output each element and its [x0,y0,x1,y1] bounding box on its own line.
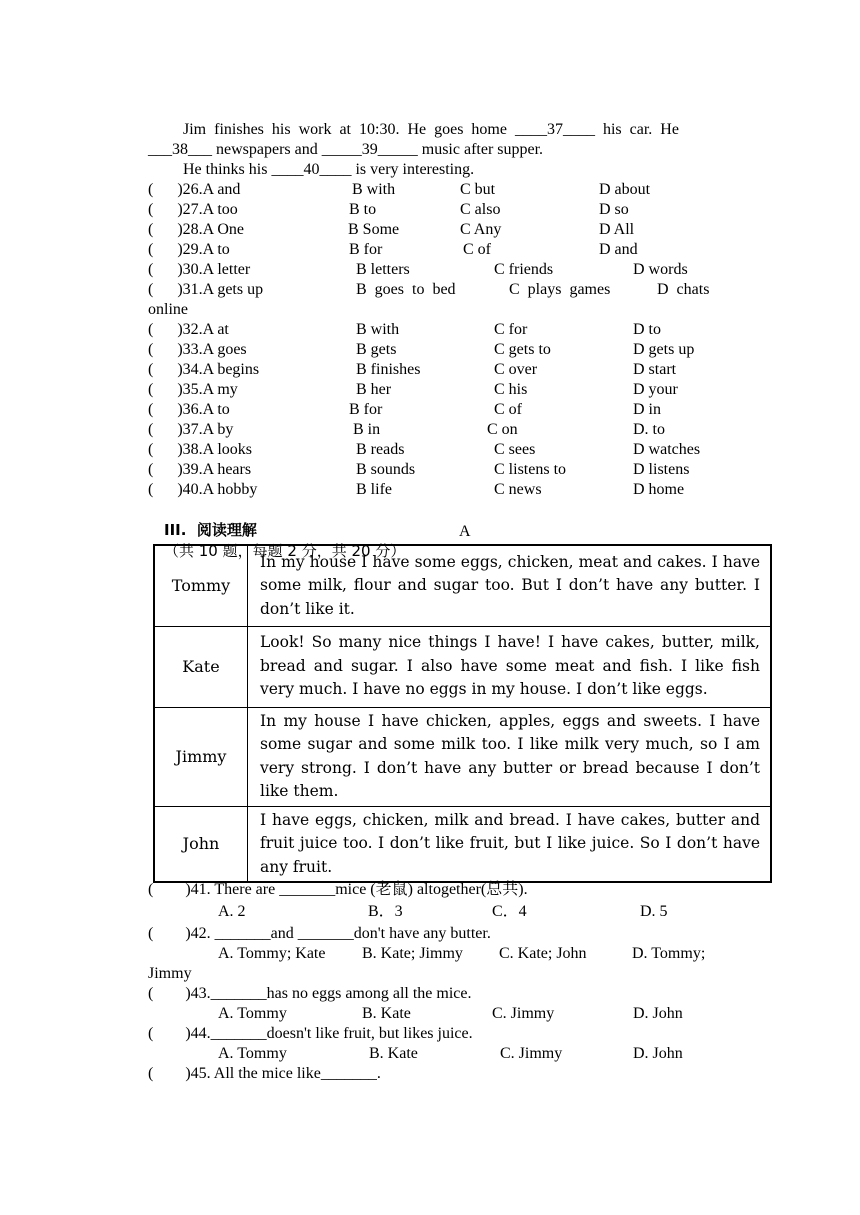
cloze-q39-c: C listens to [494,461,567,478]
cloze-q38-b: B reads [356,441,405,458]
cloze-q39: ( )39.A hears [148,461,252,478]
cloze-q28-c: C Any [460,221,502,238]
q41-option-d: D. 5 [640,903,668,920]
cloze-q31-c: C plays games [509,281,611,298]
cloze-q38-c: C sees [494,441,536,458]
cloze-q31: ( )31.A gets up [148,281,264,298]
mouse-description: I have eggs, chicken, milk and bread. I have cakes, butter and fruit juice too. I don’t like fruit, but I like juice. So I don’t have any fruit. [248,806,772,882]
cloze-q34-d: D start [633,361,677,378]
cloze-q31-wrap: online [148,301,188,318]
passage-line-1: Jim finishes his work at 10:30. He goes home ____37____ his car. He [183,121,679,138]
cloze-q31-d: D chats [657,281,710,298]
cloze-q40-d: D home [633,481,685,498]
cloze-q27-d: D so [599,201,629,218]
question-43: ( )43._______has no eggs among all the mice. [148,985,472,1002]
cloze-q37-c: C on [487,421,518,438]
passage-line-3: He thinks his ____40____ is very interesting. [183,161,475,178]
q42-option-a: A. Tommy; Kate [218,945,326,962]
cloze-q32-d: D to [633,321,661,338]
mouse-description: In my house I have chicken, apples, eggs and sweets. I have some sugar and some milk too. I like milk very much, so I am very strong. I don’t have any butter or bread because I don’t like them. [248,707,772,806]
cloze-q39-b: B sounds [356,461,416,478]
cloze-q34-b: B finishes [356,361,421,378]
q42-option-c: C. Kate; John [499,945,587,962]
cloze-q39-d: D listens [633,461,690,478]
cloze-q40: ( )40.A hobby [148,481,258,498]
passage-label: A [459,523,471,540]
cloze-q26-d: D about [599,181,651,198]
cloze-q34: ( )34.A begins [148,361,260,378]
question-45: ( )45. All the mice like_______. [148,1065,381,1082]
cloze-q40-b: B life [356,481,392,498]
cloze-q38-d: D watches [633,441,701,458]
cloze-q34-c: C over [494,361,538,378]
cloze-q33-c: C gets to [494,341,551,358]
question-42: ( )42. _______and _______don't have any butter. [148,925,491,942]
table-row [154,626,771,707]
cloze-q36-b: B for [349,401,383,418]
mouse-description: Look! So many nice things I have! I have cakes, butter, milk, bread and sugar. I also have some meat and fish. I like fish very much. I have no eggs in my house. I don’t like eggs. [248,626,772,707]
cloze-q35-b: B her [356,381,392,398]
cloze-q33: ( )33.A goes [148,341,247,358]
q43-option-b: B. Kate [362,1005,411,1022]
cloze-q33-d: D gets up [633,341,695,358]
cloze-q37-b: B in [353,421,381,438]
mouse-description: In my house I have some eggs, chicken, meat and cakes. I have some milk, flour and sugar too. But I don’t have any butter. I don’t like it. [248,545,772,626]
cloze-q28-b: B Some [348,221,400,238]
cloze-q35: ( )35.A my [148,381,238,398]
cloze-q31-b: B goes to bed [356,281,456,298]
cloze-q36-c: C of [494,401,522,418]
cloze-q38: ( )38.A looks [148,441,252,458]
q44-option-b: B. Kate [369,1045,418,1062]
cloze-q29-c: C of [463,241,491,258]
cloze-q37-d: D. to [633,421,665,438]
cloze-q37: ( )37.A by [148,421,234,438]
cloze-q33-b: B gets [356,341,397,358]
cloze-q40-c: C news [494,481,542,498]
q44-option-a: A. Tommy [218,1045,287,1062]
question-41: ( )41. There are _______mice (老鼠) altogether(总共). [148,881,528,898]
section-scoring-note: （共 10 题，每题 2 分，共 20 分） [164,542,406,560]
section-title: III. 阅读理解 [164,521,257,539]
cloze-q35-d: D your [633,381,678,398]
cloze-q26-b: B with [352,181,396,198]
cloze-q29: ( )29.A to [148,241,230,258]
cloze-q29-b: B for [349,241,383,258]
cloze-q35-c: C his [494,381,528,398]
question-44: ( )44._______doesn't like fruit, but likes juice. [148,1025,473,1042]
q42-option-b: B. Kate; Jimmy [362,945,463,962]
q44-option-d: D. John [633,1045,683,1062]
q43-option-d: D. John [633,1005,683,1022]
table-row [154,806,771,882]
mouse-name: John [154,806,248,882]
cloze-q27: ( )27.A too [148,201,238,218]
cloze-q30: ( )30.A letter [148,261,251,278]
mouse-name: Jimmy [154,707,248,806]
cloze-q30-c: C friends [494,261,554,278]
q42-option-d: D. Tommy; [632,945,706,962]
cloze-q32-c: C for [494,321,528,338]
cloze-q27-c: C also [460,201,501,218]
table-row [154,545,771,626]
mice-table [153,544,772,883]
mouse-name: Kate [154,626,248,707]
cloze-q30-d: D words [633,261,688,278]
cloze-q29-d: D and [599,241,638,258]
q42-option-d-wrap: Jimmy [148,965,192,982]
cloze-q26-c: C but [460,181,496,198]
cloze-q27-b: B to [349,201,377,218]
cloze-q36: ( )36.A to [148,401,230,418]
q41-option-b: B．3 [368,903,403,920]
cloze-q28-d: D All [599,221,635,238]
cloze-q32: ( )32.A at [148,321,229,338]
q43-option-c: C. Jimmy [492,1005,555,1022]
q43-option-a: A. Tommy [218,1005,287,1022]
q44-option-c: C. Jimmy [500,1045,563,1062]
cloze-q30-b: B letters [356,261,410,278]
passage-line-2: ___38___ newspapers and _____39_____ music after supper. [148,141,544,158]
cloze-q28: ( )28.A One [148,221,244,238]
mouse-name: Tommy [154,545,248,626]
q41-option-a: A. 2 [218,903,246,920]
cloze-q26: ( )26.A and [148,181,241,198]
table-row [154,707,771,806]
cloze-q36-d: D in [633,401,661,418]
q41-option-c: C．4 [492,903,527,920]
cloze-q32-b: B with [356,321,400,338]
